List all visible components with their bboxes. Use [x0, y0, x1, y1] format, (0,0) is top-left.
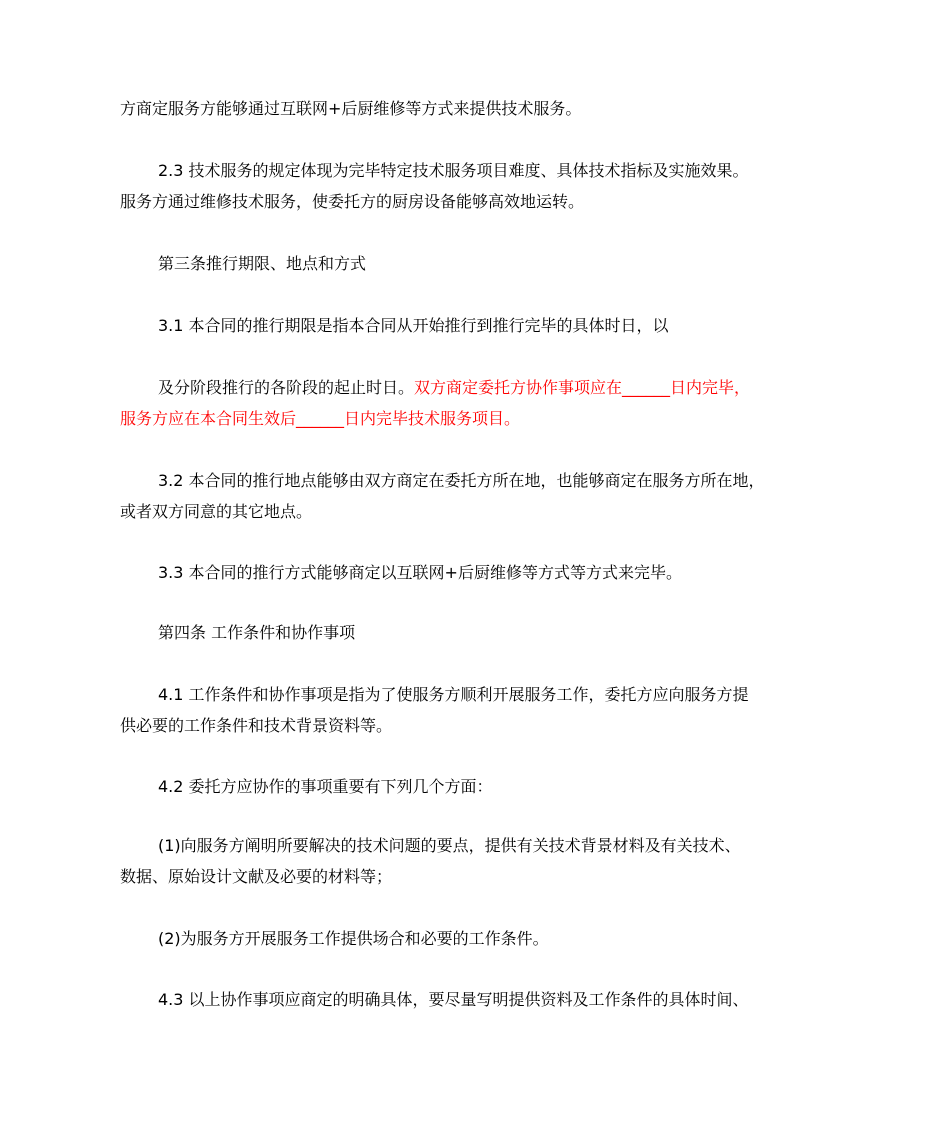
- list-item-1: [120, 830, 840, 892]
- text-line: (1)向服务方阐明所要解决的技术问题的要点，提供有关技术背景材料及有关技术、: [158, 836, 741, 855]
- highlighted-text: 服务方应在本合同生效后______日内完毕技术服务项目。: [120, 409, 521, 428]
- paragraph-3-1: [120, 310, 840, 341]
- paragraph-3-1-continued: [120, 372, 840, 434]
- paragraph-3-3: [120, 557, 840, 588]
- text-line: 供必要的工作条件和技术背景资料等。: [120, 716, 393, 735]
- text-line: 数据、原始设计文献及必要的材料等；: [120, 867, 393, 886]
- heading-article-3: [120, 248, 840, 279]
- section-heading: 第四条 工作条件和协作事项: [158, 623, 356, 642]
- list-item-2: [120, 923, 840, 954]
- paragraph-4-2: [120, 771, 840, 802]
- paragraph-4-1: [120, 679, 840, 741]
- text-line: 3.2 本合同的推行地点能够由双方商定在委托方所在地，也能够商定在服务方所在地，: [158, 471, 765, 490]
- paragraph-4-3: [120, 984, 840, 1015]
- text-line: 3.3 本合同的推行方式能够商定以互联网+后厨维修等方式等方式来完毕。: [158, 563, 682, 582]
- text-line: 方商定服务方能够通过互联网+后厨维修等方式来提供技术服务。: [120, 99, 582, 118]
- text-line: 2.3 技术服务的规定体现为完毕特定技术服务项目难度、具体技术指标及实施效果。: [158, 161, 749, 180]
- highlighted-text: 双方商定委托方协作事项应在______日内完毕，: [414, 378, 751, 397]
- text-line: (2)为服务方开展服务工作提供场合和必要的工作条件。: [158, 929, 549, 948]
- text-line: 4.2 委托方应协作的事项重要有下列几个方面：: [158, 777, 493, 796]
- paragraph-2-3: [120, 155, 840, 217]
- paragraph-3-2: [120, 465, 840, 527]
- text-segment: 及分阶段推行的各阶段的起止时日。: [158, 378, 415, 397]
- paragraph-continuation-2-2: [120, 93, 840, 124]
- text-line: 或者双方同意的其它地点。: [120, 502, 313, 521]
- section-heading: 第三条推行期限、地点和方式: [158, 254, 367, 273]
- text-line: 3.1 本合同的推行期限是指本合同从开始推行到推行完毕的具体时日，以: [158, 316, 669, 335]
- text-line: 服务方通过维修技术服务，使委托方的厨房设备能够高效地运转。: [120, 192, 585, 211]
- text-line: [120, 372, 840, 403]
- text-line: 4.1 工作条件和协作事项是指为了使服务方顺利开展服务工作，委托方应向服务方提: [158, 685, 749, 704]
- text-line: 4.3 以上协作事项应商定的明确具体，要尽量写明提供资料及工作条件的具体时间、: [158, 990, 749, 1009]
- heading-article-4: [120, 617, 840, 648]
